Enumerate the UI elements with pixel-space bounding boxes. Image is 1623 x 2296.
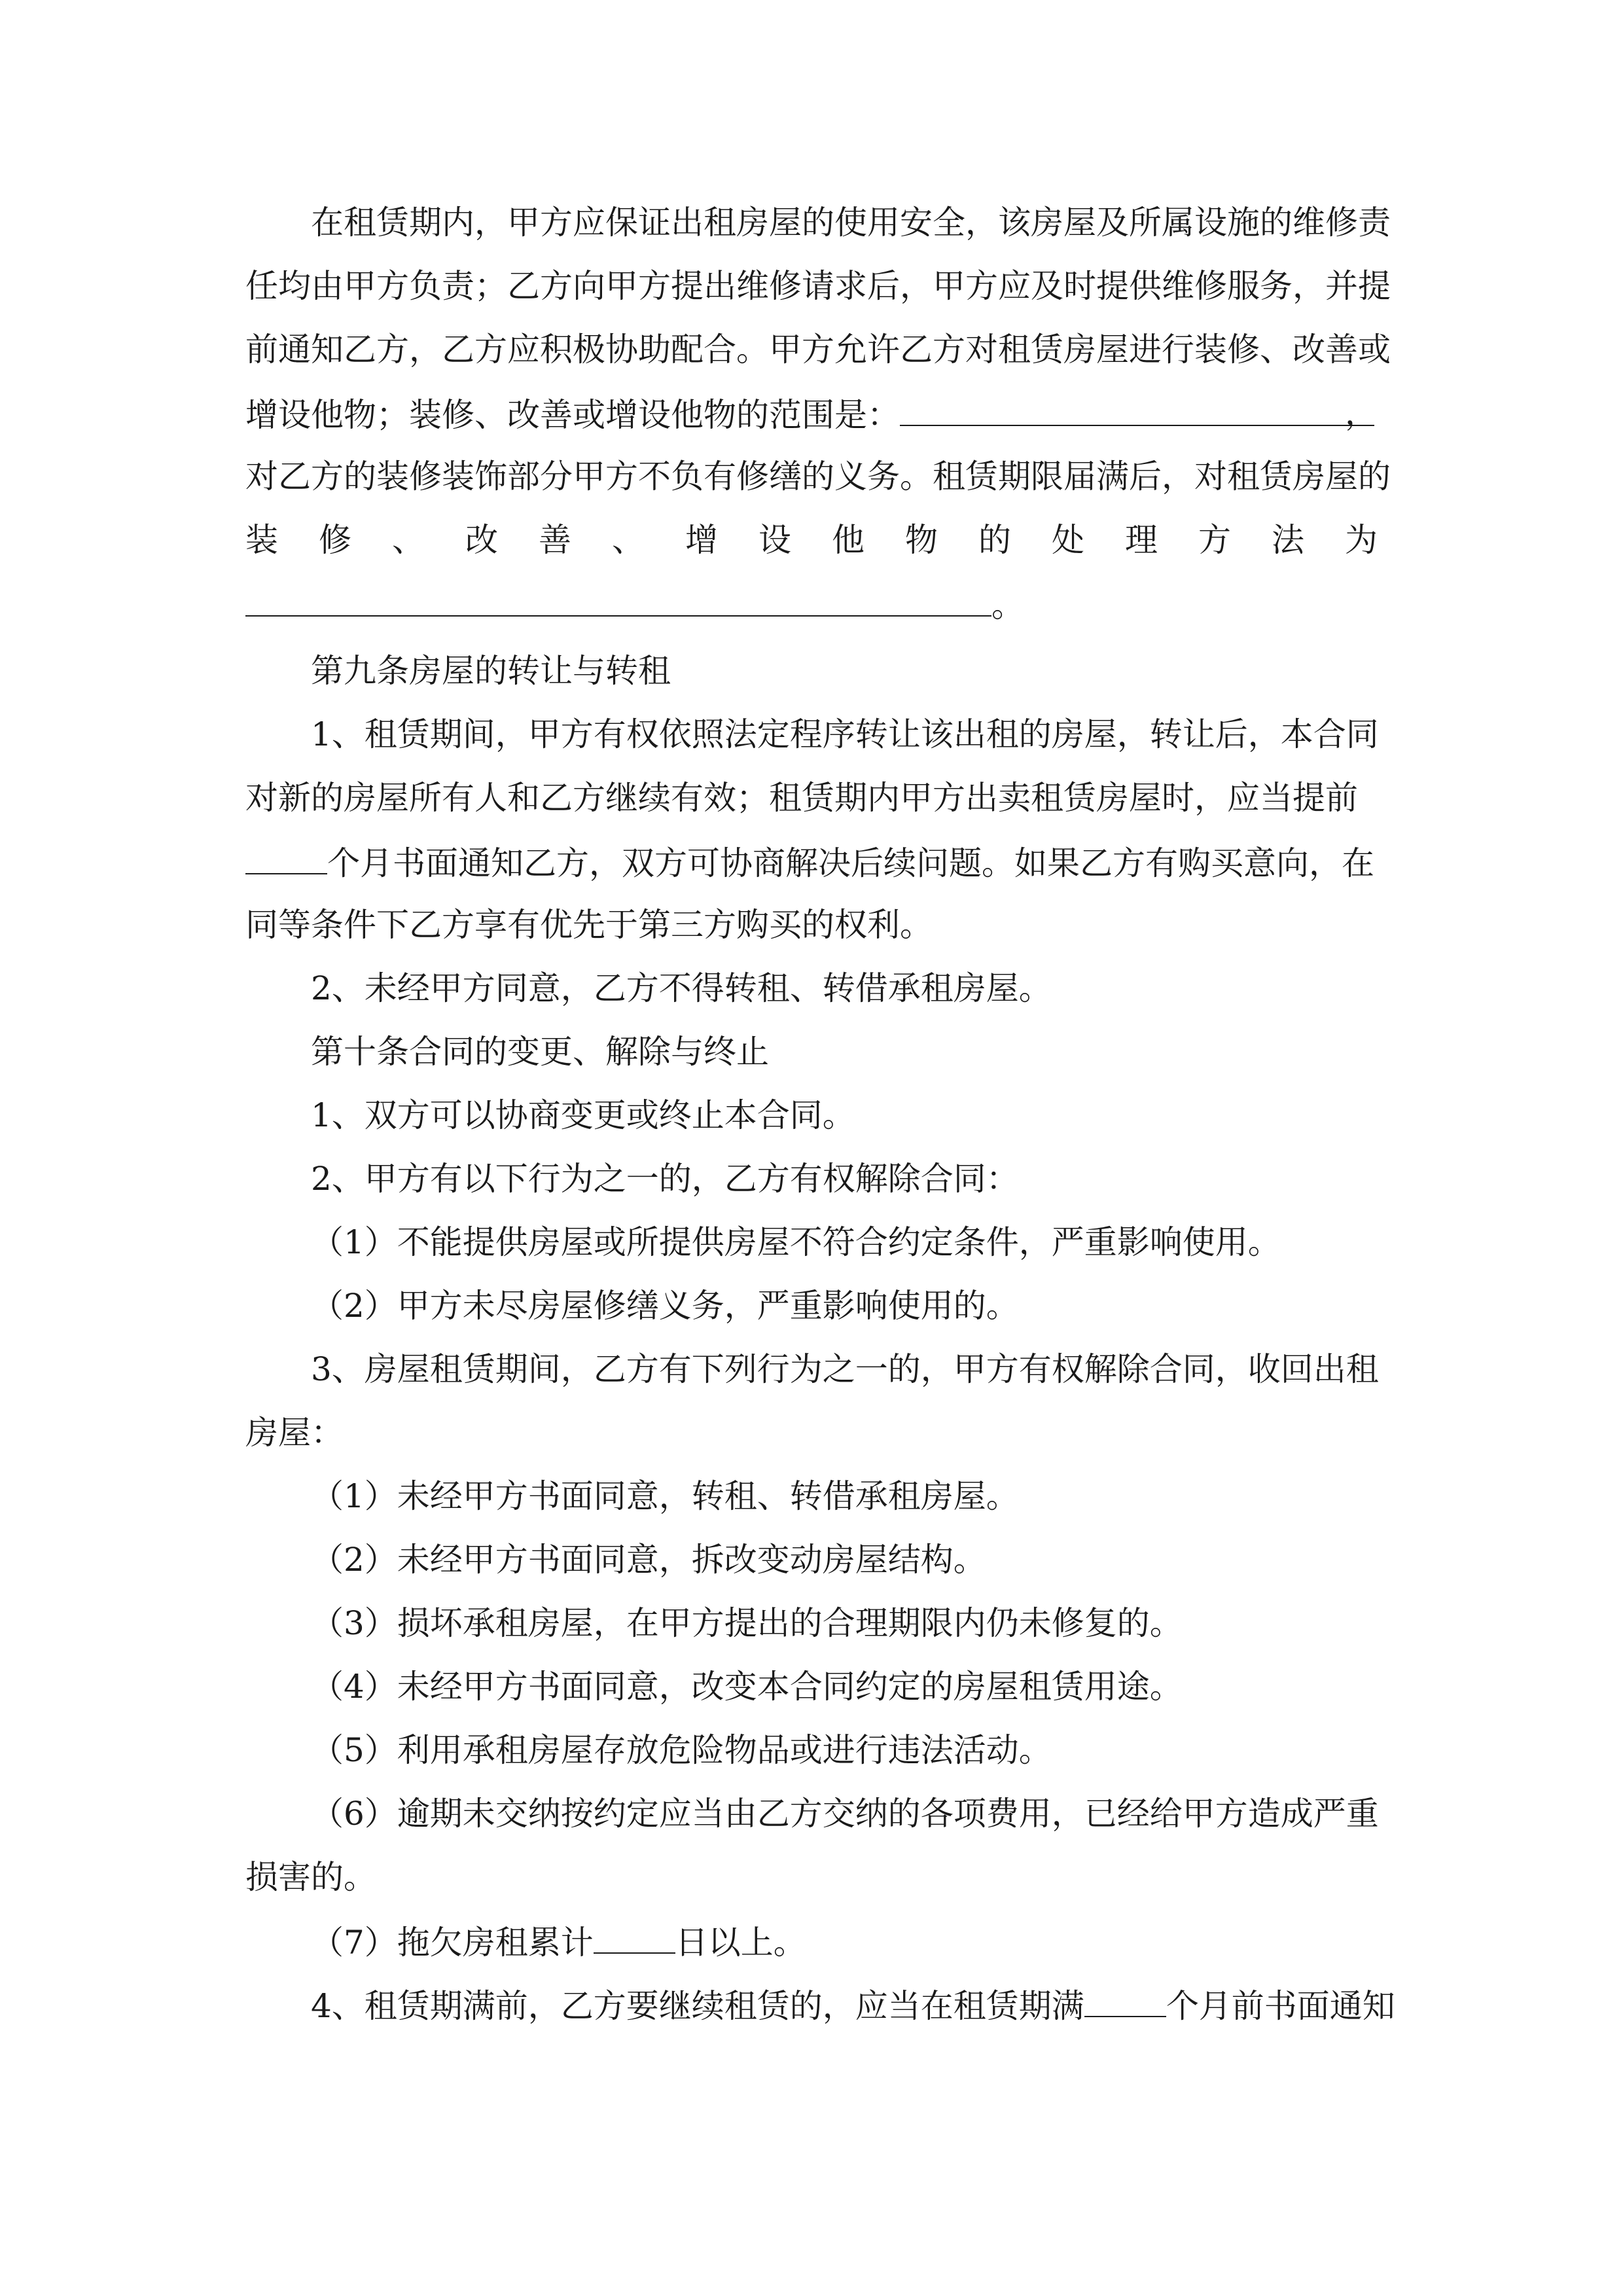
spaced-char: 善: [539, 521, 571, 559]
spaced-char: 方: [1198, 521, 1231, 559]
paragraph-text: 4、租赁期满前，乙方要继续租赁的，应当在租赁期满: [311, 1987, 1084, 2025]
list-item: （6）逾期未交纳按约定应当由乙方交纳的各项费用，已经给甲方造成严重: [311, 1795, 1379, 1833]
fill-blank: [245, 835, 327, 874]
paragraph-line: 任均由甲方负责；乙方向甲方提出维修请求后，甲方应及时提供维修服务，并提: [245, 267, 1391, 305]
list-item: （1）未经甲方书面同意，转租、转借承租房屋。: [311, 1477, 1019, 1515]
paragraph-line: 损害的。: [245, 1858, 376, 1896]
spaced-char: 修: [319, 521, 351, 559]
list-item: （3）损坏承租房屋，在甲方提出的合理期限内仍未修复的。: [311, 1604, 1183, 1642]
paragraph-line: 在租赁期内，甲方应保证出租房屋的使用安全，该房屋及所属设施的维修责: [311, 204, 1391, 242]
paragraph-line: [311, 1978, 1395, 2030]
spaced-char: 的: [978, 521, 1011, 559]
article-title: 第九条房屋的转让与转租: [311, 652, 671, 690]
list-item: [311, 1914, 806, 1967]
paragraph-line: 2、未经甲方同意，乙方不得转租、转借承租房屋。: [311, 969, 1052, 1007]
article-title: 第十条合同的变更、解除与终止: [311, 1033, 769, 1071]
punctuation: ，: [1345, 394, 1378, 432]
paragraph-text: （7）拖欠房租累计: [311, 1924, 594, 1962]
punctuation: 。: [991, 586, 1024, 624]
spaced-char: 改: [465, 521, 498, 559]
spaced-char: 他: [832, 521, 865, 559]
fill-blank: [900, 387, 1374, 426]
paragraph-text: 个月前书面通知: [1166, 1987, 1395, 2025]
fill-blank: [1084, 1978, 1166, 2017]
spaced-char: 理: [1125, 521, 1158, 559]
paragraph-line: 前通知乙方，乙方应积极协助配合。甲方允许乙方对租赁房屋进行装修、改善或: [245, 331, 1391, 368]
spaced-char: 、: [612, 521, 645, 559]
paragraph-line: 3、房屋租赁期间，乙方有下列行为之一的，甲方有权解除合同，收回出租: [311, 1350, 1379, 1388]
paragraph-line: [245, 387, 1378, 439]
fill-blank: [245, 577, 991, 617]
paragraph-text: 日以上。: [675, 1924, 806, 1962]
list-item: （1）不能提供房屋或所提供房屋不符合约定条件，严重影响使用。: [311, 1223, 1281, 1261]
paragraph-line: 同等条件下乙方享有优先于第三方购买的权利。: [245, 906, 933, 944]
list-item: （2）甲方未尽房屋修缮义务，严重影响使用的。: [311, 1287, 1019, 1325]
paragraph-line: 1、双方可以协商变更或终止本合同。: [311, 1096, 855, 1134]
paragraph-text: 个月书面通知乙方，双方可协商解决后续问题。如果乙方有购买意向，在: [327, 844, 1374, 882]
paragraph-line: 对乙方的装修装饰部分甲方不负有修缮的义务。租赁期限届满后，对租赁房屋的: [245, 457, 1391, 495]
paragraph-line: 1、租赁期间，甲方有权依照法定程序转让该出租的房屋，转让后，本合同: [311, 715, 1379, 753]
paragraph-line: 房屋：: [245, 1414, 344, 1452]
spaced-char: 为: [1345, 521, 1378, 559]
spaced-char: 增: [685, 521, 718, 559]
paragraph-line: 对新的房屋所有人和乙方继续有效；租赁期内甲方出卖租赁房屋时，应当提前: [245, 779, 1358, 817]
paragraph-line: 2、甲方有以下行为之一的，乙方有权解除合同：: [311, 1160, 1019, 1198]
list-item: （2）未经甲方书面同意，拆改变动房屋结构。: [311, 1541, 986, 1579]
spaced-char: 物: [905, 521, 938, 559]
spaced-char: 装: [245, 521, 278, 559]
list-item: （5）利用承租房屋存放危险物品或进行违法活动。: [311, 1731, 1052, 1769]
list-item: （4）未经甲方书面同意，改变本合同约定的房屋租赁用途。: [311, 1668, 1183, 1706]
spaced-char: 处: [1052, 521, 1084, 559]
paragraph-line: [245, 835, 1374, 888]
fill-blank: [594, 1914, 675, 1954]
spaced-char: 设: [758, 521, 791, 559]
spaced-line: [245, 514, 1378, 566]
spaced-char: 法: [1272, 521, 1304, 559]
spaced-char: 、: [392, 521, 425, 559]
paragraph-line: [245, 577, 1024, 630]
paragraph-text: 增设他物；装修、改善或增设他物的范围是：: [245, 396, 900, 434]
